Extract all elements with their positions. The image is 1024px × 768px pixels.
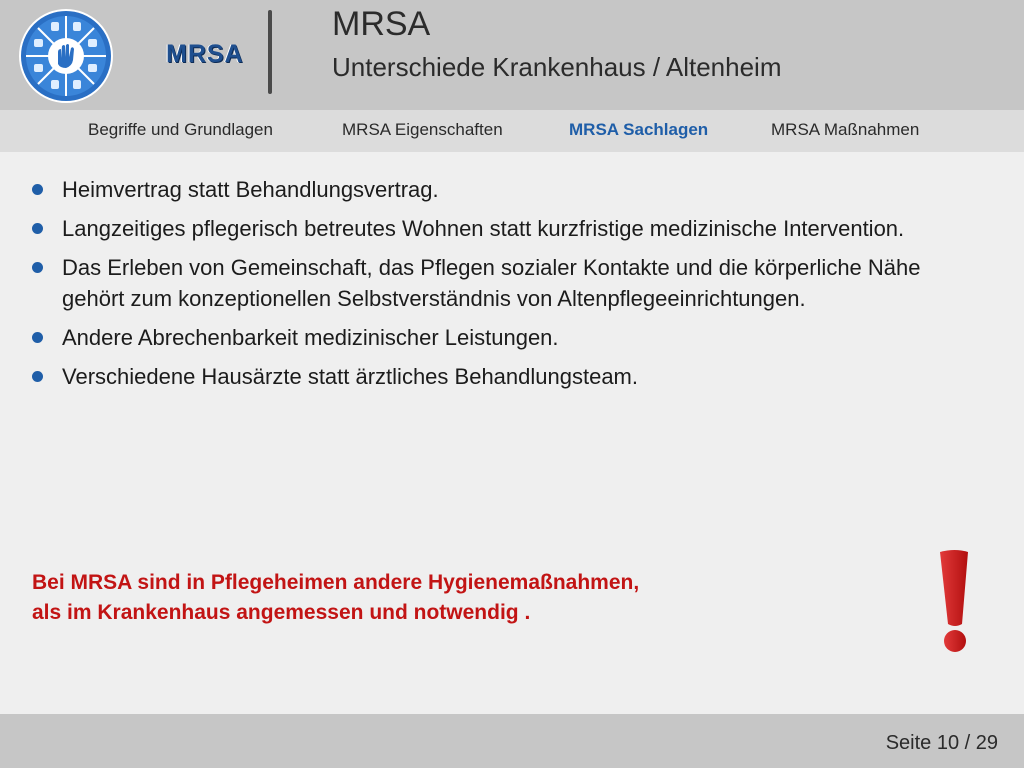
bullet-text: Langzeitiges pflegerisch betreutes Wohnen statt kurzfristige medizinische Intervention. (62, 216, 905, 241)
nav-item-eigenschaften[interactable]: MRSA Eigenschaften (342, 120, 503, 139)
list-item (30, 174, 930, 205)
header-bar (0, 0, 1024, 110)
list-item (30, 361, 930, 392)
warning-note-line1: Bei MRSA sind in Pflegeheimen andere Hygienemaßnahmen, (32, 571, 640, 594)
page-number: Seite 10 / 29 (885, 732, 998, 754)
mrsa-logo-icon (18, 8, 114, 104)
bullet-text: Heimvertrag statt Behandlungsvertrag. (62, 177, 439, 202)
nav-item-massnahmen[interactable]: MRSA Maßnahmen (771, 120, 920, 139)
bullet-icon (32, 262, 43, 273)
list-item (30, 322, 930, 353)
bullet-icon (32, 371, 43, 382)
warning-note (32, 568, 852, 628)
logo-wordmark: MRSA (166, 40, 244, 68)
bullet-text: Das Erleben von Gemeinschaft, das Pflegen sozialer Kontakte und die körperliche Nähe gehört zum konzeptionellen Selbstverständnis von Altenpflegeeinrichtungen. (62, 255, 921, 311)
header-divider (268, 10, 272, 94)
footer-bar (0, 714, 1024, 768)
bullet-icon (32, 332, 43, 343)
page-title: MRSA (332, 5, 431, 43)
nav-item-sachlagen[interactable]: MRSA Sachlagen (569, 120, 709, 139)
bullet-icon (32, 184, 43, 195)
bullet-text: Verschiedene Hausärzte statt ärztliches Behandlungsteam. (62, 364, 638, 389)
bullet-icon (32, 223, 43, 234)
bullet-list (30, 174, 930, 392)
list-item (30, 252, 930, 314)
page-subtitle: Unterschiede Krankenhaus / Altenheim (332, 52, 782, 82)
warning-note-line2: als im Krankenhaus angemessen und notwendig . (32, 601, 531, 624)
bullet-text: Andere Abrechenbarkeit medizinischer Leistungen. (62, 325, 559, 350)
exclamation-mark-icon (900, 548, 1010, 658)
nav-item-begriffe[interactable]: Begriffe und Grundlagen (88, 120, 273, 139)
list-item (30, 213, 930, 244)
section-nav (0, 110, 1024, 152)
content-area (30, 174, 930, 400)
